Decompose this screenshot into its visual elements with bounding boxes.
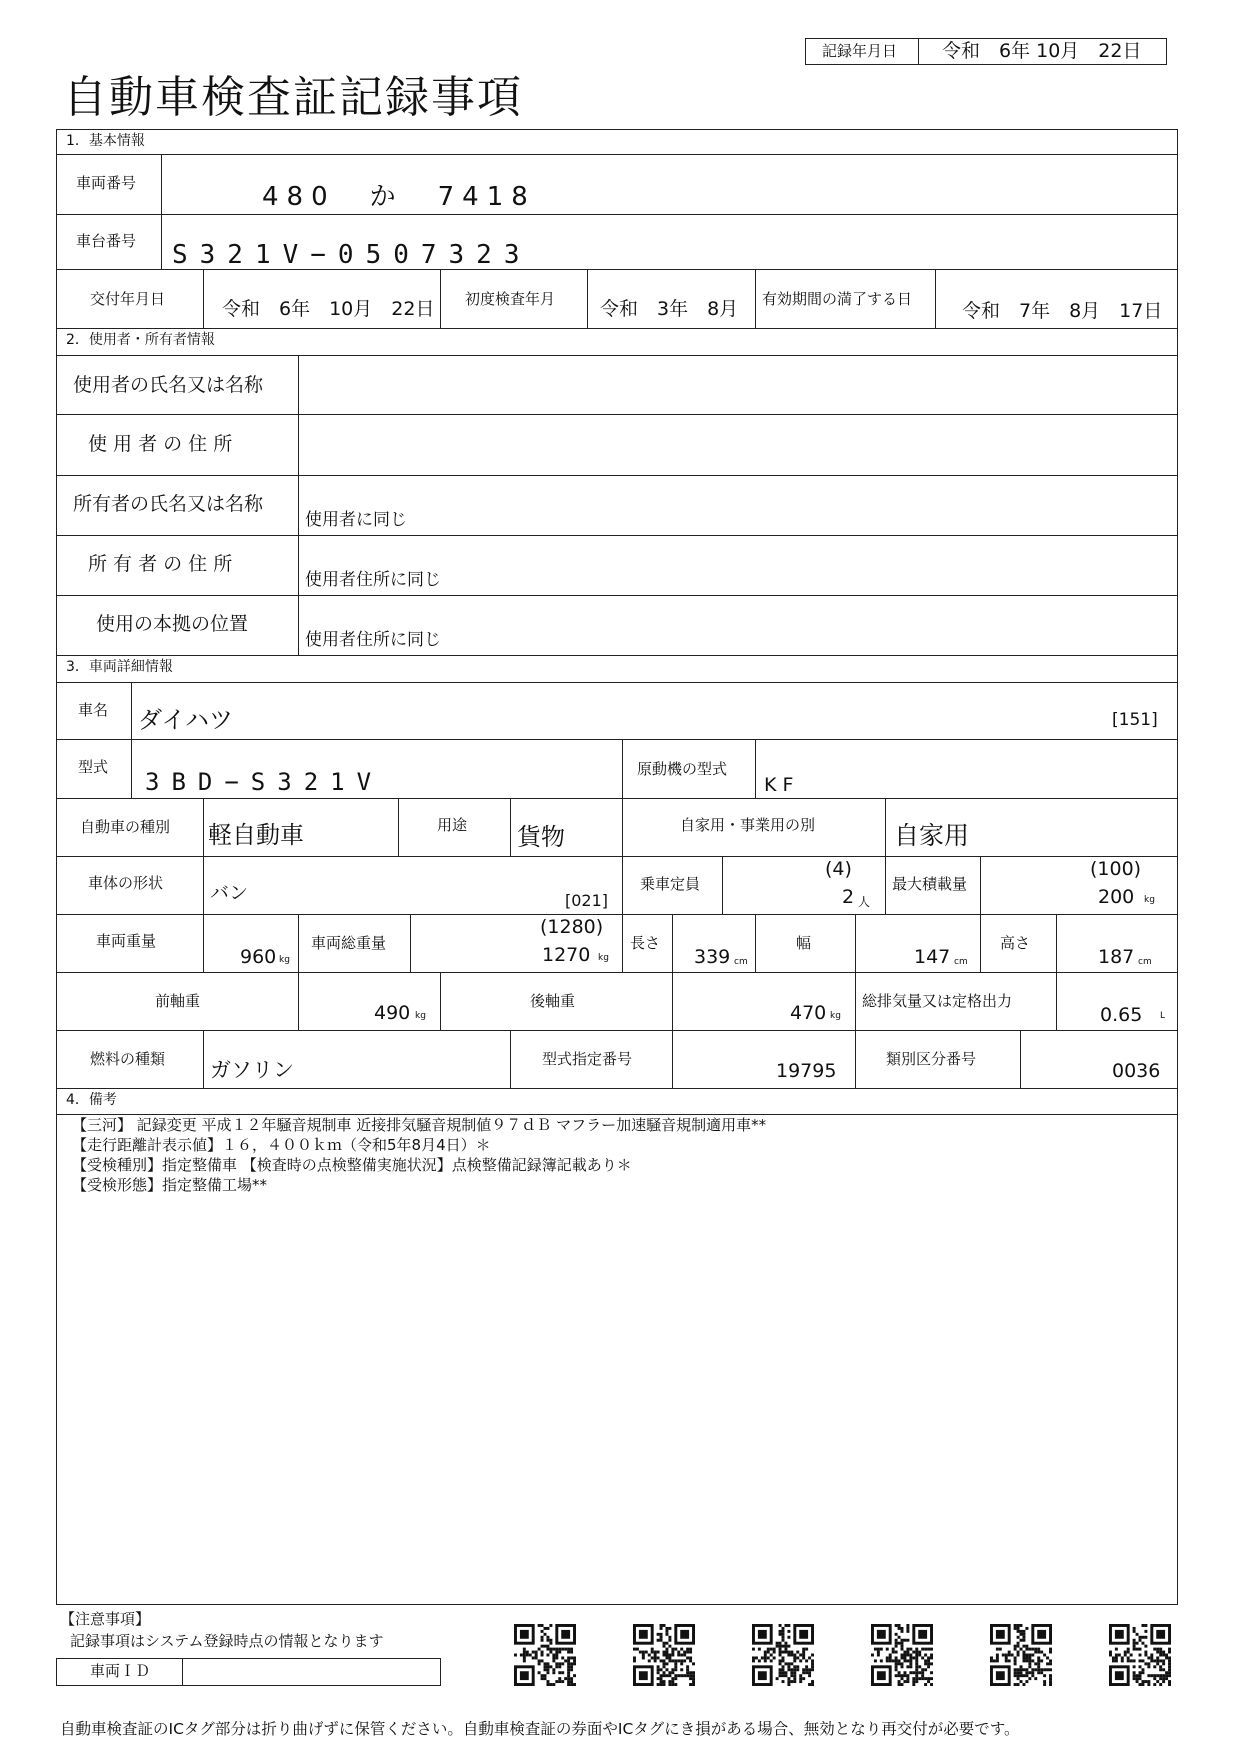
base-location-value: 使用者住所に同じ [305,630,441,650]
length-value: 339 [694,946,731,968]
notes-line: 記録事項はシステム登録時点の情報となります [70,1632,384,1650]
rear-axle-label: 後軸重 [530,992,576,1010]
chassis-value: S321V−0507323 [172,240,532,270]
max-load-label: 最大積載量 [892,875,968,893]
fuel-value: ガソリン [210,1058,294,1082]
capacity-value: 2 [842,886,855,908]
rear-axle-unit: kg [830,1011,841,1021]
height-unit: cm [1138,957,1152,967]
length-label: 長さ [630,934,661,952]
class-number-value: 0036 [1112,1060,1161,1082]
owner-name-value: 使用者に同じ [305,510,407,530]
qr-code-icon [871,1624,933,1686]
use-label: 用途 [437,816,468,834]
height-value: 187 [1098,946,1135,968]
vehicle-id-label: 車両ＩＤ [90,1662,151,1680]
remarks-line: 【走行距離計表示値】１６，４００ｋｍ（令和5年8月4日）＊ [72,1136,491,1154]
notes-heading: 【注意事項】 [60,1610,151,1628]
page-title: 自動車検査証記録事項 [63,72,523,123]
capacity-unit: 人 [858,895,871,909]
gross-weight-label: 車両総重量 [311,934,387,952]
expiry-label: 有効期間の満了する日 [762,290,913,308]
private-business-value: 自家用 [894,821,970,850]
issue-date-label: 交付年月日 [90,290,166,308]
model-label: 型式 [78,758,109,776]
max-load-paren: (100) [1090,858,1142,880]
user-name-label: 使用者の氏名又は名称 [73,374,264,396]
gross-weight-paren: (1280) [540,916,604,938]
displacement-value: 0.65 [1100,1004,1143,1026]
width-unit: cm [954,957,968,967]
fuel-label: 燃料の種類 [90,1050,166,1068]
max-load-value: 200 [1098,886,1135,908]
capacity-paren: (4) [825,858,852,880]
record-date-label: 記録年月日 [822,42,898,60]
record-date-value: 令和 6年 10月 22日 [942,40,1142,62]
front-axle-unit: kg [415,1011,426,1021]
owner-name-label: 所有者の氏名又は名称 [73,493,264,515]
front-axle-value: 490 [374,1002,411,1024]
type-approval-label: 型式指定番号 [542,1050,633,1068]
model-value: 3BD−S321V [145,768,384,796]
displacement-unit: L [1160,1011,1166,1021]
expiry-value: 令和 7年 8月 17日 [962,300,1163,322]
section-remarks-heading: 4．備考 [66,1092,117,1108]
max-load-unit: kg [1144,895,1155,905]
engine-model-value: KF [764,774,800,796]
footer-note: 自動車検査証のICタグ部分は折り曲げずに保管ください。自動車検査証の券面やICタグにき損がある場合、無効となり再交付が必要です。 [60,1720,1020,1738]
chassis-label: 車台番号 [76,232,137,250]
body-shape-code: [021] [565,891,609,910]
vehicle-name-label: 車名 [78,701,109,719]
user-address-label: 使 用 者 の 住 所 [88,433,233,455]
first-reg-value: 令和 3年 8月 [600,298,739,320]
qr-code-icon [752,1624,814,1686]
qr-code-icon [514,1624,576,1686]
vehicle-weight-value: 960 [240,946,277,968]
qr-code-icon [1109,1624,1171,1686]
section-user-heading: 2．使用者・所有者情報 [66,332,215,348]
body-shape-label: 車体の形状 [88,874,164,892]
section-vehicle-heading: 3．車両詳細情報 [66,659,173,675]
displacement-label: 総排気量又は定格出力 [862,992,1013,1010]
class-number-label: 類別区分番号 [886,1050,977,1068]
main-frame [56,129,1178,1605]
issue-date-value: 令和 6年 10月 22日 [222,298,435,320]
plate-value: 480 か 7418 [262,182,536,212]
height-label: 高さ [1000,934,1031,952]
remarks-line: 【受検形態】指定整備工場** [72,1176,268,1194]
base-location-label: 使用の本拠の位置 [96,613,249,635]
rear-axle-value: 470 [790,1002,827,1024]
private-business-label: 自家用・事業用の別 [680,816,816,834]
plate-label: 車両番号 [76,174,137,192]
width-value: 147 [914,946,951,968]
length-unit: cm [734,957,748,967]
width-label: 幅 [796,934,812,952]
vehicle-name-code: [151] [1112,710,1158,730]
body-shape-value: バン [210,882,249,904]
engine-model-label: 原動機の型式 [637,760,728,778]
owner-address-label: 所 有 者 の 住 所 [88,553,233,575]
owner-address-value: 使用者住所に同じ [305,570,441,590]
qr-code-icon [990,1624,1052,1686]
qr-code-icon [633,1624,695,1686]
use-value: 貨物 [517,823,565,851]
front-axle-label: 前軸重 [155,992,201,1010]
first-reg-label: 初度検査年月 [465,290,556,308]
gross-weight-value: 1270 [542,944,591,966]
kind-value: 軽自動車 [208,821,304,849]
remarks-line: 【受検種別】指定整備車 【検査時の点検整備実施状況】点検整備記録簿記載あり＊ [72,1156,632,1174]
remarks-list [72,1118,1162,1198]
remarks-line: 【三河】 記録変更 平成１２年騒音規制車 近接排気騒音規制値９７ｄＢ マフラー加速騒音規制適用車** [72,1116,767,1134]
section-basic-heading: 1．基本情報 [66,133,145,149]
kind-label: 自動車の種別 [80,818,171,836]
type-approval-value: 19795 [776,1060,837,1082]
vehicle-weight-label: 車両重量 [96,932,157,950]
capacity-label: 乗車定員 [640,875,701,893]
gross-weight-unit: kg [598,953,609,963]
vehicle-weight-unit: kg [279,955,290,965]
vehicle-name-value: ダイハツ [138,706,234,734]
